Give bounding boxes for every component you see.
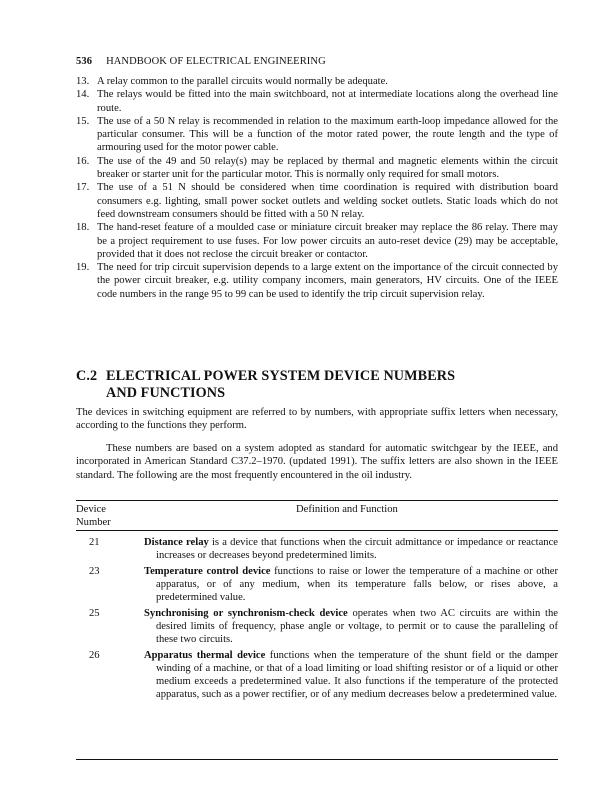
column-header-definition: Definition and Function	[296, 504, 398, 515]
note-text: A relay common to the parallel circuits would normally be adequate.	[97, 76, 388, 87]
note-item	[76, 181, 558, 221]
table-row	[76, 565, 558, 604]
device-term: Synchronising or synchronism-check device	[144, 607, 348, 619]
device-description: operates when two AC circuits are within the desired limits of frequency, phase angle or voltage, to permit or to cause the paralleling of these two circuits.	[156, 607, 558, 645]
device-term: Temperature control device	[144, 565, 271, 577]
note-item	[76, 155, 558, 182]
note-item	[76, 115, 558, 155]
running-title: HANDBOOK OF ELECTRICAL ENGINEERING	[106, 56, 326, 67]
table-top-rule	[76, 500, 558, 501]
note-number: 19.	[76, 262, 90, 274]
table-header-rule	[76, 530, 558, 531]
note-number: 18.	[76, 222, 90, 234]
notes-list	[76, 75, 558, 301]
device-definition	[144, 649, 558, 701]
note-text: The relays would be fitted into the main switchboard, not at intermediate locations along the overhead line route.	[97, 89, 558, 114]
note-item	[76, 88, 558, 115]
note-number: 14.	[76, 89, 90, 101]
device-number: 26	[89, 649, 100, 661]
table-bottom-rule	[76, 759, 558, 760]
note-text: The use of a 51 N should be considered when time coordination is required with distribution board consumers e.g. lighting, small power socket outlets and welding socket outlets. Static loads which do not feed downstream consumers should be fitted with a 50 N relay.	[97, 182, 558, 220]
device-definition	[144, 536, 558, 562]
intro-paragraph: The devices in switching equipment are referred to by numbers, with appropriate suffix letters when necessary, according to the functions they perform.	[76, 407, 558, 432]
note-number: 17.	[76, 182, 90, 194]
note-number: 13.	[76, 76, 90, 87]
device-definition	[144, 607, 558, 646]
device-number: 23	[89, 565, 100, 577]
table-row	[76, 649, 558, 701]
note-text: The use of a 50 N relay is recommended in relation to the maximum earth-loop impedance allowed for the particular consumer. This will be a function of the motor rated power, the route length and the type of armouring used for the motor power cable.	[97, 115, 558, 154]
note-item	[76, 261, 558, 301]
section-title-line1: ELECTRICAL POWER SYSTEM DEVICE NUMBERS	[106, 368, 456, 384]
note-number: 16.	[76, 155, 90, 167]
note-item	[76, 75, 558, 88]
table-row	[76, 536, 558, 562]
device-number: 21	[89, 537, 100, 548]
device-table-body	[76, 536, 558, 704]
section-title-line2: AND FUNCTIONS	[106, 385, 226, 401]
device-term: Distance relay	[144, 537, 209, 548]
running-head	[76, 56, 326, 67]
page-number: 536	[76, 56, 93, 67]
note-number: 15.	[76, 115, 90, 127]
section-number: C.2	[76, 368, 98, 384]
column-header-device-line1: Device	[76, 504, 106, 515]
device-term: Apparatus thermal device	[144, 649, 266, 661]
column-header-device	[76, 503, 136, 529]
device-description: is a device that functions when the circuit admittance or impedance or reactance increases or decreases beyond predetermined limits.	[156, 537, 558, 562]
note-item	[76, 221, 558, 261]
note-text: The need for trip circuit supervision depends to a large extent on the importance of the circuit connected by the power circuit breaker, e.g. utility company incomers, main generators, HV circuits. One of the IEEE code numbers in the range 95 to 99 can be used to identify the trip circuit supervision relay.	[97, 262, 558, 300]
standard-paragraph: These numbers are based on a system adopted as standard for automatic switchgear by the IEEE, and incorporated in American Standard C37.2–1970. (updated 1991). The suffix letters are also shown in the IEEE standard. The following are the most frequently encountered in the oil industry.	[76, 443, 558, 481]
note-text: The hand-reset feature of a moulded case or miniature circuit breaker may replace the 86 relay. There may be a project requirement to use fuses. For low power circuits an auto-reset device (29) may be acceptable, provided that it does not reclose the circuit breaker or contactor.	[97, 222, 558, 260]
device-description: functions to raise or lower the temperature of a machine or other apparatus, or of any medium, when its temperature falls below, or rises above, a predetermined value.	[156, 565, 558, 603]
device-number: 25	[89, 607, 100, 619]
device-description: functions when the temperature of the shunt field or the damper winding of a machine, or that of a load limiting or load shifting resistor or of a liquid or other medium exceeds a predetermined value. It also functions if the temperature of the protected apparatus, such as a power rectifier, or of any medium decreases below a predetermined value.	[156, 649, 558, 700]
table-row	[76, 607, 558, 646]
column-header-device-line2: Number	[76, 517, 111, 528]
note-text: The use of the 49 and 50 relay(s) may be replaced by thermal and magnetic elements within the circuit breaker or starter unit for the particular motor. This is normally only required for small motors.	[97, 155, 558, 181]
device-definition	[144, 565, 558, 604]
section-heading	[76, 368, 558, 402]
